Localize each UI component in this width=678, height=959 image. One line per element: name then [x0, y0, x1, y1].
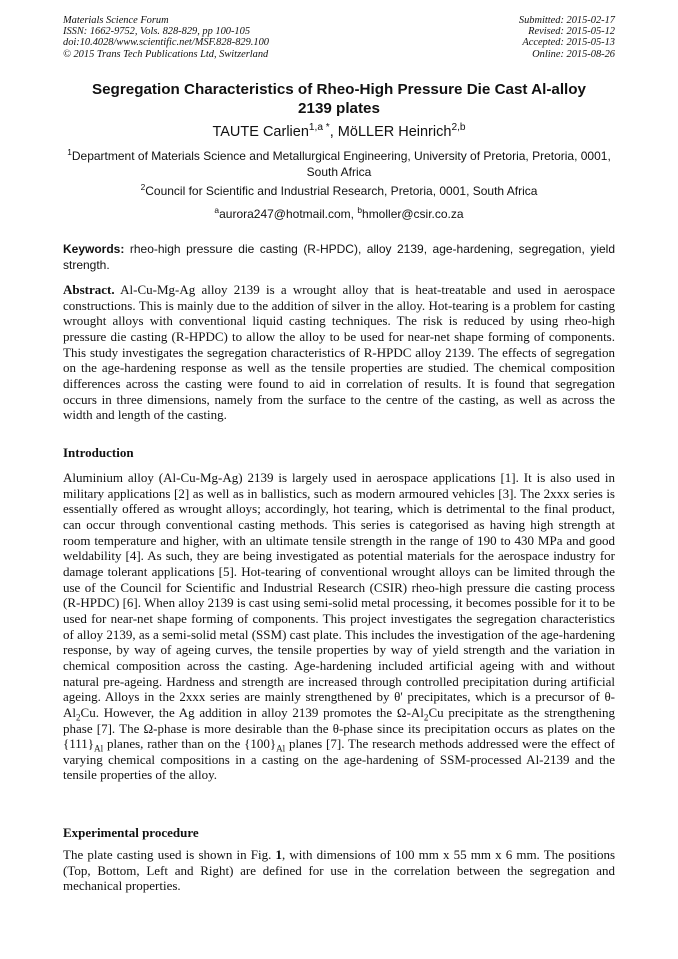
abstract [63, 282, 615, 423]
email-a-mark: a [214, 205, 220, 215]
author-2: MöLLER Heinrich [337, 124, 452, 140]
author-1: TAUTE Carlien [212, 124, 309, 140]
intro-text-1: Aluminium alloy (Al-Cu-Mg-Ag) 2139 is largely used in aerospace applications [1]. It is also used in military applications [2] as well as in ballistics, such as modern armoured vehicles [3]. The 2xxx series is essentially offered as wrought alloys; accordingly, hot tearing, which is detrimental to the final product, can occur through conventional casting methods. This series is categorised as having high strength at room temperature and higher, with an ultimate tensile strength in the range of 190 to 430 MPa and good weldability [4]. As such, they are being investigated as potential materials for the aerospace industry for damage tolerant applications [5]. Hot-tearing of conventional wrought alloys can be limited through the use of the Council for Scientific and Industrial Research (CSIR) rheo-high pressure die casting process (R-HPDC) [6]. When alloy 2139 is cast using semi-solid metal processing, it becomes possible for it to be used for near-net shape forming of components. This project investigates the segregation characteristics of alloy 2139, as a semi-solid metal (SSM) cast plate. This includes the investigation of the age-hardening response, by way of ageing curves, the tensile properties by way of yield strength and the variation in chemical composition across the casting. Age-hardening included artificial ageing with and without natural pre-ageing. Hardness and strength are increased through controlled precipitation during artificial ageing. Alloys in the 2xxx series are mainly strengthened by θ' precipitates, which is a precursor of θ-Al [63, 470, 615, 720]
email-a: aurora247@hotmail.com, [219, 207, 358, 221]
affiliation-2-text: Council for Scientific and Industrial Research, Pretoria, 0001, South Africa [145, 184, 538, 198]
email-b-mark: b [357, 205, 363, 215]
journal-copyright: © 2015 Trans Tech Publications Ltd, Switzerland [63, 48, 269, 60]
exp-text-2: , with dimensions of 100 mm x 55 mm x 6 mm. The positions (Top, Bottom, Left and Right) are defined for use in the correlation between the segregation and mechanical properties. [63, 847, 616, 894]
figure-reference: 1 [275, 847, 283, 862]
exp-text-1: The plate casting used is shown in Fig. [63, 847, 276, 862]
keywords-label: Keywords: [63, 242, 125, 256]
date-online: Online: 2015-08-26 [532, 48, 615, 60]
intro-text-3: Cu precipitate as the strengthening phase [7]. The Ω-phase is more desirable than the θ-phase since its precipitation occurs as plates on the {111} [63, 704, 615, 752]
paper-title [63, 80, 615, 118]
author-emails [63, 207, 615, 223]
author-2-mark: 2,b [451, 122, 466, 134]
affiliation-2-mark: 2 [140, 182, 146, 192]
journal-header-left [63, 15, 269, 60]
date-revised: Revised: 2015-05-12 [528, 26, 615, 38]
affiliation-1-mark: 1 [67, 147, 72, 157]
introduction-heading: Introduction [63, 445, 134, 460]
keywords [63, 242, 615, 273]
abstract-text: Al-Cu-Mg-Ag alloy 2139 is a wrought alloy that is heat-treatable and used in aerospace constructions. This is mainly due to the addition of silver in the alloy. Hot-tearing is a problem for casting wrought alloys with conventional liquid casting techniques. The risk is reduced by using rheo-high pressure die casting (R-HPDC) to allow the alloy to be used for near-net shape forming of components. This study investigates the segregation characteristics of R-HPDC alloy 2139. The effects of segregation on the age-hardening response as well as the tensile properties are studied. The chemical composition differences across the casting were found to aid in correlation of results. It is found that segregation occurs in three dimensions, namely from the surface to the centre of the casting, as well as across the width and length of the casting. [63, 282, 615, 423]
keywords-text: rheo-high pressure die casting (R-HPDC), alloy 2139, age-hardening, segregation, yield strength. [63, 242, 615, 272]
experimental-heading: Experimental procedure [63, 825, 199, 840]
email-b: hmoller@csir.co.za [362, 207, 464, 221]
journal-header-right [519, 15, 615, 60]
intro-text-4: planes, rather than on the {100} [103, 736, 277, 752]
journal-name: Materials Science Forum [63, 15, 169, 26]
intro-sub-4: Al [276, 743, 286, 754]
author-separator: , [329, 124, 338, 140]
affiliation-1 [63, 149, 615, 180]
experimental-body [63, 847, 615, 894]
intro-sub-3: Al [94, 743, 104, 754]
author-1-mark: 1,a * [308, 122, 330, 134]
intro-sub-1: 2 [76, 712, 81, 723]
journal-doi: doi:10.4028/www.scientific.net/MSF.828-829.100 [63, 37, 269, 49]
author-list [63, 123, 615, 141]
intro-text-2: Cu. However, the Ag addition in alloy 2139 promotes the Ω-Al [80, 704, 424, 720]
journal-issn: ISSN: 1662-9752, Vols. 828-829, pp 100-105 [63, 26, 251, 38]
title-line-1: Segregation Characteristics of Rheo-High Pressure Die Cast Al-alloy [91, 81, 586, 98]
title-line-2: 2139 plates [298, 100, 380, 117]
intro-text-5: planes [7]. The research methods addressed were the effect of varying chemical compositions in a casting on the age-hardening of SSM-processed Al-2139 and the tensile properties of the alloy. [63, 736, 615, 783]
affiliation-2 [63, 184, 615, 200]
introduction-body [63, 470, 615, 783]
date-accepted: Accepted: 2015-05-13 [522, 37, 615, 49]
date-submitted: Submitted: 2015-02-17 [518, 15, 615, 26]
intro-sub-2: 2 [423, 712, 429, 723]
abstract-label: Abstract. [63, 282, 115, 297]
affiliation-1-text: Department of Materials Science and Metallurgical Engineering, University of Pretoria, Pretoria, 0001, South Africa [71, 149, 611, 179]
